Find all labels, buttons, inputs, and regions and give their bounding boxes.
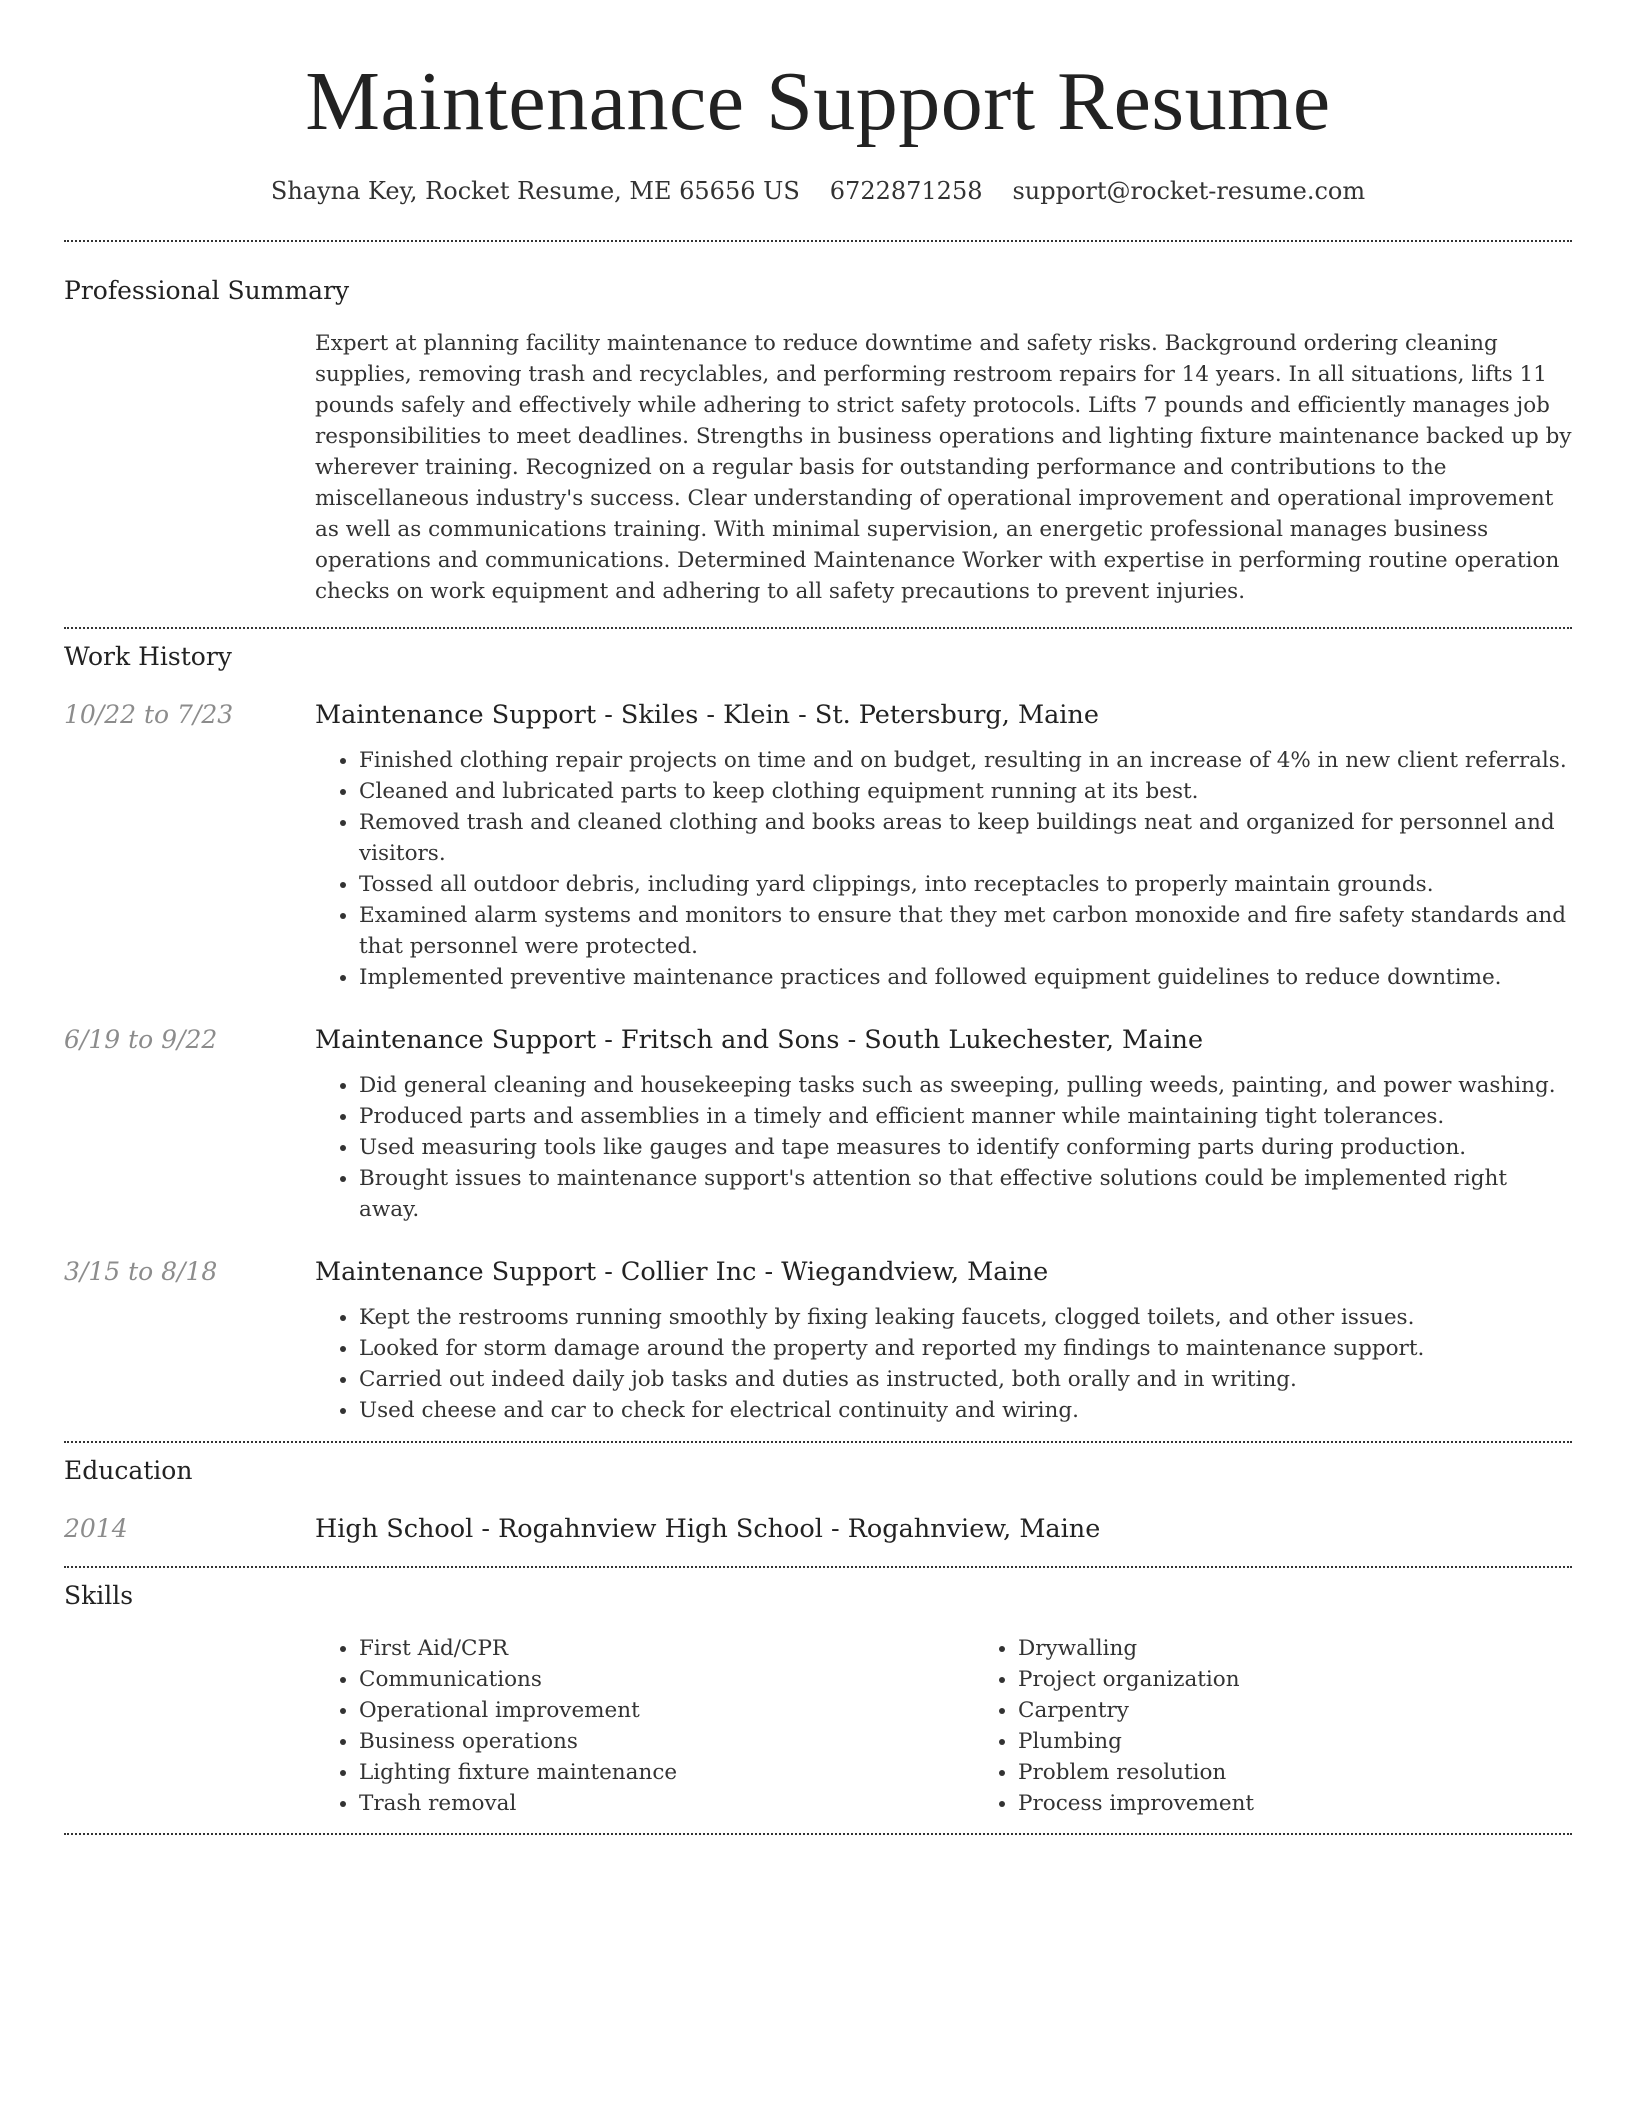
section-heading-work: Work History — [64, 642, 232, 671]
section-heading-education: Education — [64, 1456, 193, 1485]
professional-summary-section — [64, 275, 1572, 607]
education-year: 2014 — [64, 1514, 128, 1543]
skills-spacer — [64, 1633, 315, 1819]
bullet-item: • Examined alarm systems and monitors to ensure that they met carbon monoxide and fire safety standards and that personnel were protected. — [359, 900, 1572, 962]
skill-item: • Drywalling — [1018, 1633, 1632, 1664]
bullet-item: • Brought issues to maintenance support's attention so that effective solutions could be implemented right away. — [359, 1163, 1572, 1225]
summary-spacer — [64, 328, 315, 607]
job-header — [64, 1256, 1572, 1288]
contact-address: Shayna Key, Rocket Resume, ME 65656 US — [270, 177, 800, 205]
job-entry — [64, 1256, 1572, 1426]
job-title: Maintenance Support - Fritsch and Sons - South Lukechester, Maine — [315, 1025, 1204, 1055]
section-heading-skills: Skills — [64, 1581, 134, 1610]
bullet-list — [315, 1302, 1572, 1426]
skill-item: • Project organization — [1018, 1664, 1632, 1695]
contact-phone: 6722871258 — [829, 177, 983, 205]
skill-item: • Problem resolution — [1018, 1757, 1632, 1788]
bullet-item: • Used measuring tools like gauges and tape measures to identify conforming parts during production. — [359, 1132, 1572, 1163]
section-divider — [64, 627, 1572, 629]
job-header — [64, 1024, 1572, 1056]
skill-item: • Business operations — [359, 1726, 974, 1757]
resume-title: Maintenance Support Resume — [305, 55, 1331, 148]
job-dates: 3/15 to 8/18 — [64, 1257, 218, 1286]
bullet-list — [315, 745, 1572, 993]
education-school: High School - Rogahnview High School - Rogahnview, Maine — [315, 1514, 1101, 1544]
job-spacer — [64, 1302, 315, 1426]
job-details — [64, 1070, 1572, 1225]
bullet-item: • Carried out indeed daily job tasks and duties as instructed, both orally and in writing. — [359, 1364, 1572, 1395]
contact-line — [64, 176, 1572, 206]
job-bullets — [315, 1070, 1572, 1225]
job-entry — [64, 1024, 1572, 1225]
skill-item: • Communications — [359, 1664, 974, 1695]
skills-list-right — [974, 1633, 1632, 1819]
bullet-item: • Implemented preventive maintenance practices and followed equipment guidelines to reduce downtime. — [359, 962, 1572, 993]
skill-item: • Operational improvement — [359, 1695, 974, 1726]
job-header — [64, 699, 1572, 731]
bullet-item: • Kept the restrooms running smoothly by fixing leaking faucets, clogged toilets, and other issues. — [359, 1302, 1572, 1333]
job-bullets — [315, 1302, 1572, 1426]
skills-grid — [315, 1633, 1572, 1819]
summary-paragraph: Expert at planning facility maintenance to reduce downtime and safety risks. Background ordering cleaning supplies, removing trash and recyclables, and performing restroom repairs for 14 years. In all situations, lifts 11 pounds safely and effectively while adhering to strict safety protocols. Lifts 7 pounds and efficiently manages job responsibilities to meet deadlines. Strengths in business operations and lighting fixture maintenance backed up by wherever training. Recognized on a regular basis for outstanding performance and contributions to the miscellaneous industry's success. Clear understanding of operational improvement and operational improvement as well as communications training. With minimal supervision, an energetic professional manages business operations and communications. Determined Maintenance Worker with expertise in performing routine operation checks on work equipment and adhering to all safety precautions to prevent injuries. — [315, 331, 1572, 604]
skill-item: • Carpentry — [1018, 1695, 1632, 1726]
contact-email: support@rocket-resume.com — [1012, 177, 1366, 205]
skill-item: • Process improvement — [1018, 1788, 1632, 1819]
skills-list-left — [315, 1633, 974, 1819]
bullet-item: • Produced parts and assemblies in a timely and efficient manner while maintaining tight tolerances. — [359, 1101, 1572, 1132]
skill-item: • Plumbing — [1018, 1726, 1632, 1757]
job-spacer — [64, 745, 315, 993]
job-dates: 10/22 to 7/23 — [64, 700, 234, 729]
skills-row — [64, 1633, 1572, 1819]
bullet-item: • Looked for storm damage around the property and reported my findings to maintenance support. — [359, 1333, 1572, 1364]
summary-body — [315, 328, 1572, 607]
job-details — [64, 745, 1572, 993]
bullet-item: • Tossed all outdoor debris, including yard clippings, into receptacles to properly maintain grounds. — [359, 869, 1572, 900]
skills-section — [64, 1580, 1572, 1819]
bullet-item: • Did general cleaning and housekeeping tasks such as sweeping, pulling weeds, painting, and power washing. — [359, 1070, 1572, 1101]
job-spacer — [64, 1070, 315, 1225]
job-dates: 6/19 to 9/22 — [64, 1025, 218, 1054]
job-bullets — [315, 745, 1572, 993]
bullet-item: • Finished clothing repair projects on time and on budget, resulting in an increase of 4% in new client referrals. — [359, 745, 1572, 776]
skill-item: • First Aid/CPR — [359, 1633, 974, 1664]
bullet-list — [315, 1070, 1572, 1225]
job-title: Maintenance Support - Skiles - Klein - St. Petersburg, Maine — [315, 700, 1099, 730]
job-entry — [64, 699, 1572, 993]
summary-row — [64, 328, 1572, 607]
section-heading-summary: Professional Summary — [64, 276, 350, 305]
skill-item: • Lighting fixture maintenance — [359, 1757, 974, 1788]
section-divider — [64, 240, 1572, 242]
skill-item: • Trash removal — [359, 1788, 974, 1819]
section-divider — [64, 1833, 1572, 1835]
education-section — [64, 1455, 1572, 1545]
education-entry — [64, 1513, 1572, 1545]
bullet-item: • Removed trash and cleaned clothing and books areas to keep buildings neat and organized for personnel and visitors. — [359, 807, 1572, 869]
resume-page — [64, 0, 1572, 1835]
job-title: Maintenance Support - Collier Inc - Wiegandview, Maine — [315, 1257, 1049, 1287]
section-divider — [64, 1441, 1572, 1443]
job-details — [64, 1302, 1572, 1426]
work-history-section — [64, 641, 1572, 1426]
bullet-item: • Used cheese and car to check for electrical continuity and wiring. — [359, 1395, 1572, 1426]
section-divider — [64, 1566, 1572, 1568]
bullet-item: • Cleaned and lubricated parts to keep clothing equipment running at its best. — [359, 776, 1572, 807]
